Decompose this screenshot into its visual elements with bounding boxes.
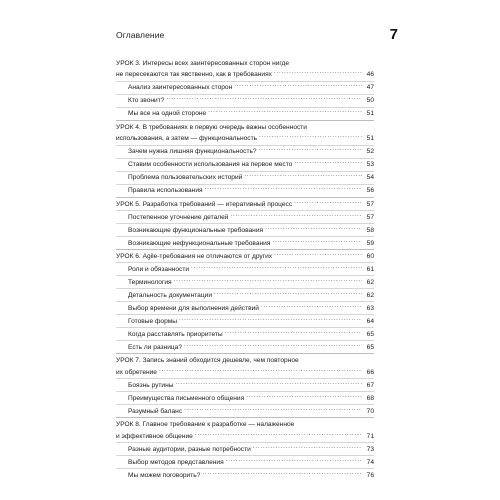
toc-chapter[interactable]	[116, 353, 374, 417]
dot-leader	[166, 96, 362, 102]
toc-line	[128, 342, 374, 353]
toc-entry-title: Постепенное уточнение деталей	[128, 213, 229, 221]
dot-leader	[259, 134, 362, 140]
toc-section[interactable]	[116, 327, 374, 340]
toc-section[interactable]	[116, 158, 374, 171]
toc-line	[116, 69, 374, 80]
toc-section[interactable]	[116, 404, 374, 417]
toc-section[interactable]	[116, 236, 374, 249]
dot-leader	[175, 381, 362, 387]
toc-entry-title: Преимущества письменного общения	[128, 394, 245, 402]
dot-leader	[294, 160, 362, 166]
toc-section[interactable]	[116, 288, 374, 301]
dot-leader	[253, 445, 362, 451]
toc-page-number: 65	[366, 331, 374, 339]
dot-leader	[179, 317, 362, 323]
toc-section[interactable]	[116, 455, 374, 468]
toc-entry-title: Готовые формы	[128, 318, 178, 326]
toc-line	[116, 199, 374, 210]
dot-leader	[259, 147, 362, 153]
toc-chapter[interactable]	[116, 417, 374, 481]
chapter-heading[interactable]	[116, 419, 374, 442]
chapter-heading[interactable]	[116, 122, 374, 145]
toc-line	[128, 393, 374, 404]
toc-entry-title: Анализ заинтересованных сторон	[128, 84, 233, 92]
toc-section[interactable]	[116, 468, 374, 481]
toc-line	[128, 172, 374, 183]
toc-line	[116, 367, 374, 378]
toc-page-number: 51	[366, 110, 374, 118]
toc-line	[128, 470, 374, 481]
toc-entry-title: Ставим особенности использования на первое место	[128, 161, 293, 169]
toc-line	[128, 146, 374, 157]
toc-page-number: 50	[366, 97, 374, 105]
toc-chapter[interactable]	[116, 197, 374, 249]
toc-line	[128, 303, 374, 314]
toc-line	[116, 133, 374, 144]
dot-leader	[274, 70, 362, 76]
toc-entry-title: Детальность документации	[128, 292, 212, 300]
toc-entry-title: Проблема пользовательских историй	[128, 174, 243, 182]
dot-leader	[265, 226, 362, 232]
toc-entry-title: Терминология	[128, 279, 172, 287]
toc-page-number: 76	[366, 471, 374, 479]
chapter-title-line: УРОК 7. Запись знаний обходится дешевле, чем повторное	[116, 357, 299, 365]
chapter-heading[interactable]	[116, 355, 374, 378]
toc-section[interactable]	[116, 171, 374, 184]
toc-section[interactable]	[116, 391, 374, 404]
toc-page-number: 71	[366, 432, 374, 440]
toc-line	[116, 251, 374, 262]
toc-entry-title: Роли и обязанности	[128, 266, 190, 274]
chapter-heading[interactable]	[116, 251, 374, 262]
page-number: 7	[389, 26, 398, 43]
toc-section[interactable]	[116, 378, 374, 391]
chapter-title-line: УРОК 8. Главное требование к разработке — налаженное	[116, 421, 295, 429]
toc-page-number: 67	[366, 381, 374, 389]
toc-line	[116, 431, 374, 442]
toc-entry-title: Выбор методов представления	[128, 458, 224, 466]
toc-page-number: 57	[366, 200, 374, 208]
toc-page-number: 61	[366, 266, 374, 274]
toc-section[interactable]	[116, 262, 374, 275]
dot-leader	[208, 109, 362, 115]
toc-page-number: 62	[366, 292, 374, 300]
chapter-title-line: УРОК 3. Интересы всех заинтересованных сторон нигде	[116, 60, 290, 67]
toc-page-number: 51	[366, 135, 374, 143]
toc-page-number: 58	[366, 226, 374, 234]
toc-page-number: 53	[366, 161, 374, 169]
chapter-heading[interactable]	[116, 58, 374, 81]
toc-entry-title: Правила использования	[128, 187, 203, 195]
dot-leader	[230, 213, 362, 219]
toc-section[interactable]	[116, 210, 374, 223]
toc-page-number: 59	[366, 239, 374, 247]
toc-line	[128, 108, 374, 119]
toc-entry-title: Мы все на одной стороне	[128, 110, 207, 118]
chapter-title-line: УРОК 4. В требованиях в первую очередь важны особенности	[116, 123, 307, 131]
toc-line	[128, 444, 374, 455]
dot-leader	[244, 173, 362, 179]
toc-entry-title: Разные аудитории, разные потребности	[128, 445, 251, 453]
toc-line	[128, 225, 374, 236]
toc-entry-title: Возникающие функциональные требования	[128, 226, 264, 234]
dot-leader	[174, 278, 362, 284]
toc-line	[128, 159, 374, 170]
dot-leader	[225, 330, 362, 336]
toc-page-number: 68	[366, 394, 374, 402]
toc-chapter[interactable]	[116, 249, 374, 353]
toc-page-number: 54	[366, 174, 374, 182]
dot-leader	[195, 432, 362, 438]
toc-entry-title: Мы можем поговорить?	[128, 471, 201, 479]
toc-section[interactable]	[116, 314, 374, 327]
toc-section[interactable]	[116, 223, 374, 236]
toc-line	[128, 329, 374, 340]
toc-chapter[interactable]	[116, 120, 374, 197]
toc-line	[128, 316, 374, 327]
toc-entry-title: Боязнь рутины	[128, 381, 174, 389]
dot-leader	[202, 471, 362, 477]
dot-leader	[205, 186, 362, 192]
dot-leader	[246, 394, 362, 400]
toc-entry-title: использования, а затем — функциональность	[116, 135, 258, 143]
table-of-contents	[116, 57, 374, 481]
toc-entry-title: УРОК 5. Разработка требований — итеративный процесс	[116, 200, 293, 208]
toc-page-number: 66	[366, 368, 374, 376]
toc-section[interactable]	[116, 81, 374, 94]
toc-page-number: 52	[366, 148, 374, 156]
toc-section[interactable]	[116, 442, 374, 455]
toc-page-number: 73	[366, 445, 374, 453]
toc-entry-title: Возникающие нефункциональные требования	[128, 239, 271, 247]
dot-leader	[274, 252, 362, 258]
dot-leader	[191, 265, 362, 271]
dot-leader	[159, 368, 362, 374]
dot-leader	[214, 291, 362, 297]
toc-entry-title: не пересекаются так явственно, как в требованиях	[116, 71, 272, 79]
toc-entry-title: их обретение	[116, 368, 157, 376]
toc-line	[128, 185, 374, 196]
toc-page-number: 46	[366, 71, 374, 79]
toc-line	[128, 238, 374, 249]
toc-section[interactable]	[116, 94, 374, 107]
toc-page-number: 60	[366, 253, 374, 261]
toc-line	[128, 95, 374, 106]
toc-page-number: 56	[366, 187, 374, 195]
toc-page-number: 65	[366, 344, 374, 352]
toc-line	[128, 82, 374, 93]
toc-page-number: 57	[366, 213, 374, 221]
toc-line	[128, 406, 374, 417]
toc-chapter[interactable]	[116, 57, 374, 120]
toc-section[interactable]	[116, 275, 374, 288]
dot-leader	[184, 407, 362, 413]
toc-section[interactable]	[116, 107, 374, 120]
toc-entry-title: Выбор времени для выполнения действий	[128, 305, 259, 313]
dot-leader	[184, 343, 362, 349]
chapter-heading[interactable]	[116, 199, 374, 210]
toc-page-number: 74	[366, 458, 374, 466]
toc-section[interactable]	[116, 184, 374, 197]
dot-leader	[272, 239, 362, 245]
dot-leader	[261, 304, 362, 310]
toc-line	[128, 277, 374, 288]
page-header	[116, 26, 398, 46]
dot-leader	[294, 200, 362, 206]
toc-entry-title: Зачем нужна лишняя функциональность?	[128, 148, 257, 156]
toc-entry-title: и эффективное общение	[116, 432, 193, 440]
toc-section[interactable]	[116, 145, 374, 158]
dot-leader	[226, 458, 362, 464]
toc-page-number: 70	[366, 407, 374, 415]
toc-entry-title: Разумный баланс	[128, 407, 183, 415]
toc-page-number: 63	[366, 305, 374, 313]
toc-section[interactable]	[116, 301, 374, 314]
toc-line	[128, 264, 374, 275]
toc-entry-title: Есть ли разница?	[128, 344, 182, 352]
toc-page-number: 47	[366, 84, 374, 92]
toc-section[interactable]	[116, 340, 374, 353]
toc-entry-title: Кто звонит?	[128, 97, 165, 105]
toc-entry-title: УРОК 6. Agile-требования не отличаются от других	[116, 253, 273, 261]
toc-line	[128, 380, 374, 391]
toc-page-number: 64	[366, 318, 374, 326]
toc-entry-title: Когда расставлять приоритеты	[128, 331, 223, 339]
running-title: Оглавление	[116, 30, 165, 40]
toc-page-number: 62	[366, 279, 374, 287]
toc-line	[128, 457, 374, 468]
toc-line	[128, 212, 374, 223]
dot-leader	[234, 83, 362, 89]
toc-line	[128, 290, 374, 301]
